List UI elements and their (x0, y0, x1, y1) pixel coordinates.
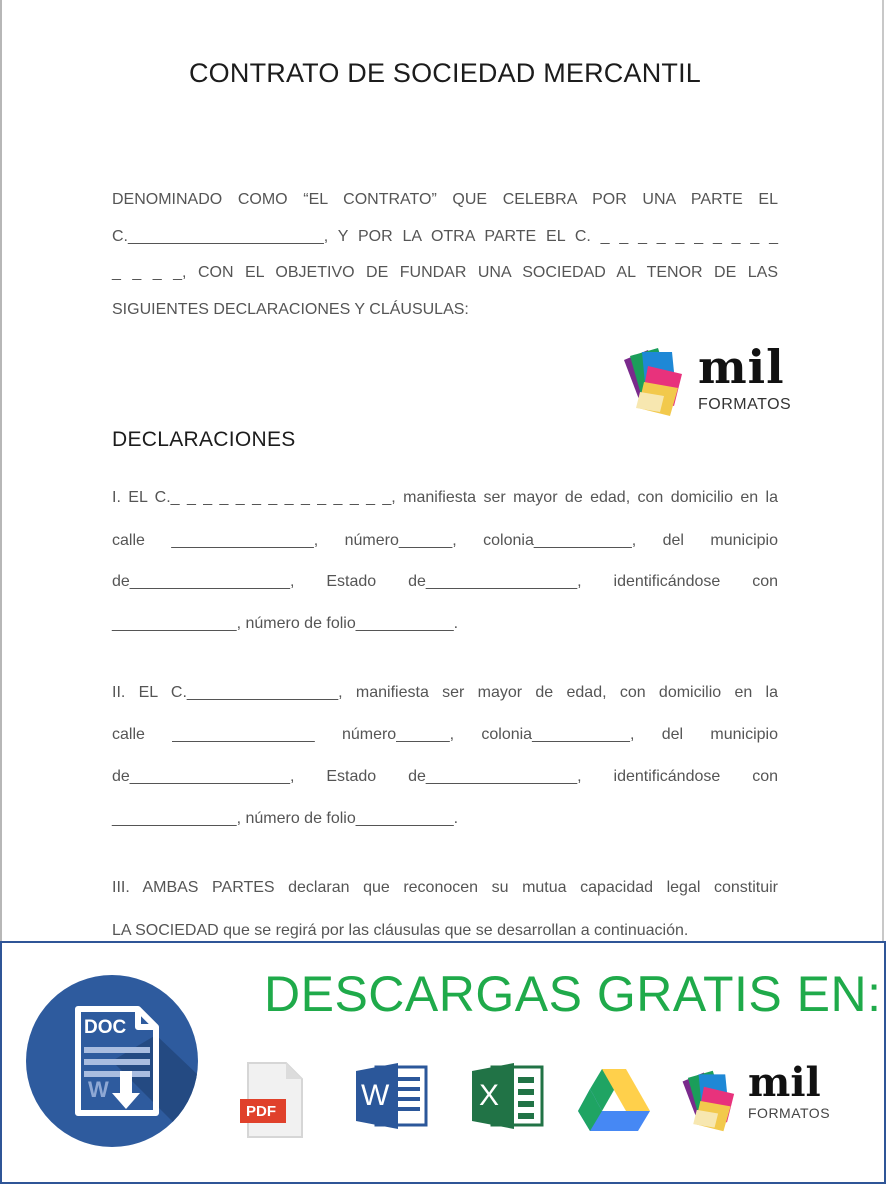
doc-label: DOC (84, 1017, 127, 1038)
doc-download-icon[interactable] (26, 975, 198, 1147)
intro-line-2: C.______________________, Y POR LA OTRA PARTE EL C. _ _ _ _ _ _ _ _ _ _ (112, 228, 778, 245)
logo-sub-bottom: FORMATOS (748, 1105, 831, 1121)
logo-sub: FORMATOS (698, 396, 792, 413)
word-file-icon[interactable] (354, 1061, 430, 1131)
decl1-line-1: I. EL C._ _ _ _ _ _ _ _ _ _ _ _ _ _, manifiesta ser mayor de edad, con domicilio en la (112, 489, 778, 506)
decl3-line-2: LA SOCIEDAD que se regirá por las cláusulas que se desarrollan a continuación. (112, 922, 689, 939)
google-drive-icon[interactable] (576, 1067, 652, 1133)
logo-word-bottom: mil (748, 1059, 821, 1106)
milformatos-logo-bottom[interactable] (678, 1059, 848, 1139)
decl1-line-3: de__________________, Estado de_________________, identificándose con (112, 573, 778, 590)
decl1-line-2: calle ________________, número______, colonia___________, del municipio (112, 532, 778, 549)
word-letter: W (361, 1079, 390, 1112)
svg-text:W: W (88, 1077, 109, 1102)
declaraciones-heading: DECLARACIONES (112, 428, 296, 451)
decl2-line-3: de__________________, Estado de_________________, identificándose con (112, 768, 778, 785)
decl2-line-1: II. EL C._________________, manifiesta ser mayor de edad, con domicilio en la (112, 684, 778, 701)
decl3-line-1: III. AMBAS PARTES declaran que reconocen su mutua capacidad legal constituir (112, 879, 778, 896)
pdf-file-icon[interactable] (238, 1061, 308, 1139)
banner-title: DESCARGAS GRATIS EN: (264, 966, 882, 1022)
milformatos-cards-icon (620, 346, 692, 418)
intro-line-4: SIGUIENTES DECLARACIONES Y CLÁUSULAS: (112, 301, 469, 318)
milformatos-cards-icon (678, 1069, 744, 1133)
decl2-line-2: calle ________________ número______, colonia___________, del municipio (112, 726, 778, 743)
download-banner (0, 941, 886, 1184)
decl2-line-4: ______________, número de folio___________. (112, 810, 459, 827)
logo-word: mil (698, 340, 785, 394)
decl1-line-4: ______________, número de folio___________. (112, 615, 459, 632)
document-title: CONTRATO DE SOCIEDAD MERCANTIL (188, 58, 702, 88)
excel-file-icon[interactable] (470, 1061, 546, 1131)
intro-line-3: _ _ _ _, CON EL OBJETIVO DE FUNDAR UNA SOCIEDAD AL TENOR DE LAS (112, 264, 778, 281)
milformatos-logo (620, 340, 800, 420)
intro-line-1: DENOMINADO COMO “EL CONTRATO” QUE CELEBRA POR UNA PARTE EL (112, 191, 778, 208)
pdf-label: PDF (246, 1103, 276, 1120)
excel-letter: X (479, 1079, 500, 1112)
